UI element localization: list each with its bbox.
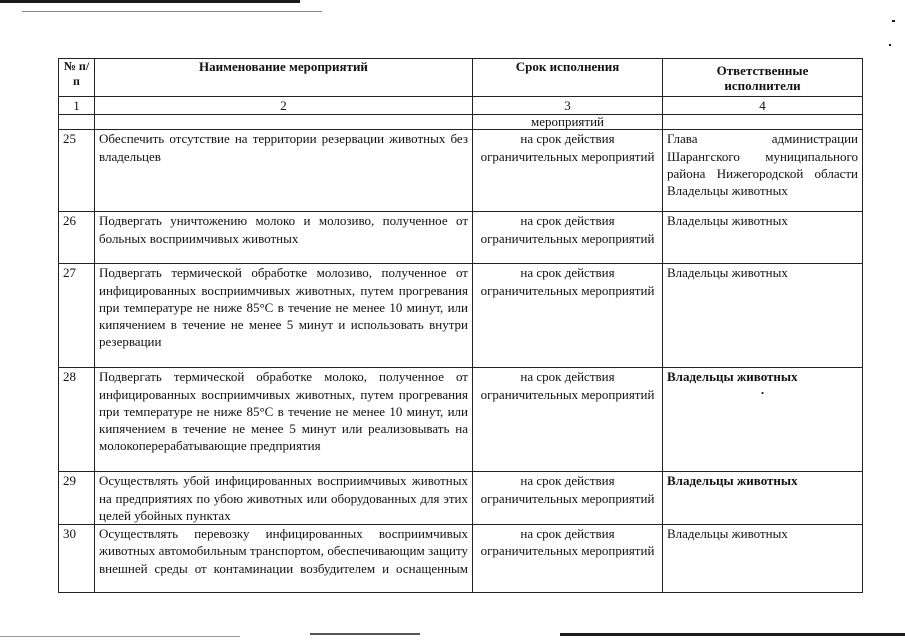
index-cell-4: 4 — [663, 97, 863, 115]
scan-mark-right-2 — [889, 44, 891, 46]
row-measure: Осуществлять убой инфицированных восприимчивых животных на предприятиях по убою животных или оборудованных для этих целей убойных пунктах — [95, 472, 473, 525]
row-responsible: Владельцы животных — [663, 472, 863, 525]
scan-edge-top — [0, 0, 300, 3]
header-term: Срок исполнения — [473, 59, 663, 97]
row-measure: Осуществлять перевозку инфицированных восприимчивых животных автомобильным транспортом, обеспечивающим защиту внешней среды от контаминации возбудителем и оснащенным — [95, 525, 473, 593]
header-num: № п/п — [59, 59, 95, 97]
cell-empty — [95, 115, 473, 130]
table-row — [59, 212, 863, 264]
row-measure: Подвергать уничтожению молоко и молозиво, полученное от больных восприимчивых животных — [95, 212, 473, 264]
table-row — [59, 130, 863, 212]
row-responsible-cell — [663, 368, 863, 472]
row-term: на срок действия ограничительных мероприятий — [473, 264, 663, 368]
row-responsible: Владельцы животных — [663, 264, 863, 368]
row-number: 26 — [59, 212, 95, 264]
continuation-row — [59, 115, 863, 130]
index-cell-2: 2 — [95, 97, 473, 115]
header-resp: Ответственные исполнители — [663, 59, 863, 97]
row-number: 25 — [59, 130, 95, 212]
row-responsible: Владельцы животных — [663, 212, 863, 264]
row-term: на срок действия ограничительных мероприятий — [473, 368, 663, 472]
table-row — [59, 264, 863, 368]
index-cell-1: 1 — [59, 97, 95, 115]
row-term: на срок действия ограничительных мероприятий — [473, 130, 663, 212]
scan-mark-right — [892, 20, 895, 22]
header-row — [59, 59, 863, 97]
scan-dot-mark: · — [760, 384, 765, 400]
row-measure: Подвергать термической обработке молозиво, полученное от инфицированных восприимчивых животных, путем прогревания при температуре не ниже 85°С в течение не менее 10 минут, или кипячением в течение не менее 5 минут и использовать внутри резервации — [95, 264, 473, 368]
scan-mark-top — [22, 11, 322, 12]
cell-empty — [663, 115, 863, 130]
table-row — [59, 472, 863, 525]
cell-empty — [59, 115, 95, 130]
scan-edge-bottom-left — [0, 636, 240, 637]
row-responsible: Владельцы животных — [663, 525, 863, 593]
index-cell-3: 3 — [473, 97, 663, 115]
row-number: 27 — [59, 264, 95, 368]
table-row — [59, 525, 863, 593]
row-term: на срок действия ограничительных мероприятий — [473, 472, 663, 525]
measures-table — [58, 58, 863, 593]
row-number: 28 — [59, 368, 95, 472]
table-row — [59, 368, 863, 472]
index-row — [59, 97, 863, 115]
continuation-text: мероприятий — [473, 115, 663, 130]
scan-edge-bottom — [310, 633, 420, 635]
row-number: 30 — [59, 525, 95, 593]
row-responsible: Владельцы животных — [667, 369, 798, 385]
scan-edge-bottom-right — [560, 633, 905, 636]
row-measure: Подвергать термической обработке молоко, полученное от инфицированных восприимчивых животных, путем прогревания при температуре не ниже 85°С в течение не менее 10 минут, или кипячением в течение не менее 5 минут или реализовывать на молокоперерабатывающие предприятия — [95, 368, 473, 472]
row-responsible: Глава администрации Шарангского муниципального района Нижегородской области Владельцы животных — [663, 130, 863, 212]
header-name: Наименование мероприятий — [95, 59, 473, 97]
row-measure: Обеспечить отсутствие на территории резервации животных без владельцев — [95, 130, 473, 212]
row-term: на срок действия ограничительных мероприятий — [473, 212, 663, 264]
row-number: 29 — [59, 472, 95, 525]
row-term: на срок действия ограничительных мероприятий — [473, 525, 663, 593]
